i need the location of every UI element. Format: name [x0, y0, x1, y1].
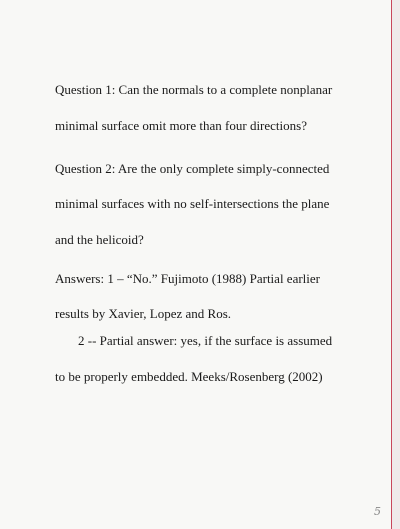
question-2-line-1: Question 2: Are the only complete simply-connected: [55, 161, 330, 176]
margin-line: [391, 0, 392, 529]
question-1-line-1: Question 1: Can the normals to a complete nonplanar: [55, 82, 333, 97]
question-2-line-2: minimal surfaces with no self-intersections the plane: [55, 196, 330, 211]
answers-line-2: results by Xavier, Lopez and Ros.: [55, 306, 232, 321]
answers-line-4: to be properly embedded. Meeks/Rosenberg (2002): [55, 369, 323, 384]
question-2-line-3: and the helicoid?: [55, 232, 144, 247]
page-number-mark: 5: [374, 505, 381, 518]
answers-line-1: Answers: 1 – “No.” Fujimoto (1988) Partial earlier: [55, 271, 320, 286]
page-edge-shade: [392, 0, 400, 529]
answers-line-3: 2 -- Partial answer: yes, if the surface is assumed: [78, 333, 333, 348]
question-1-line-2: minimal surface omit more than four directions?: [55, 118, 307, 133]
